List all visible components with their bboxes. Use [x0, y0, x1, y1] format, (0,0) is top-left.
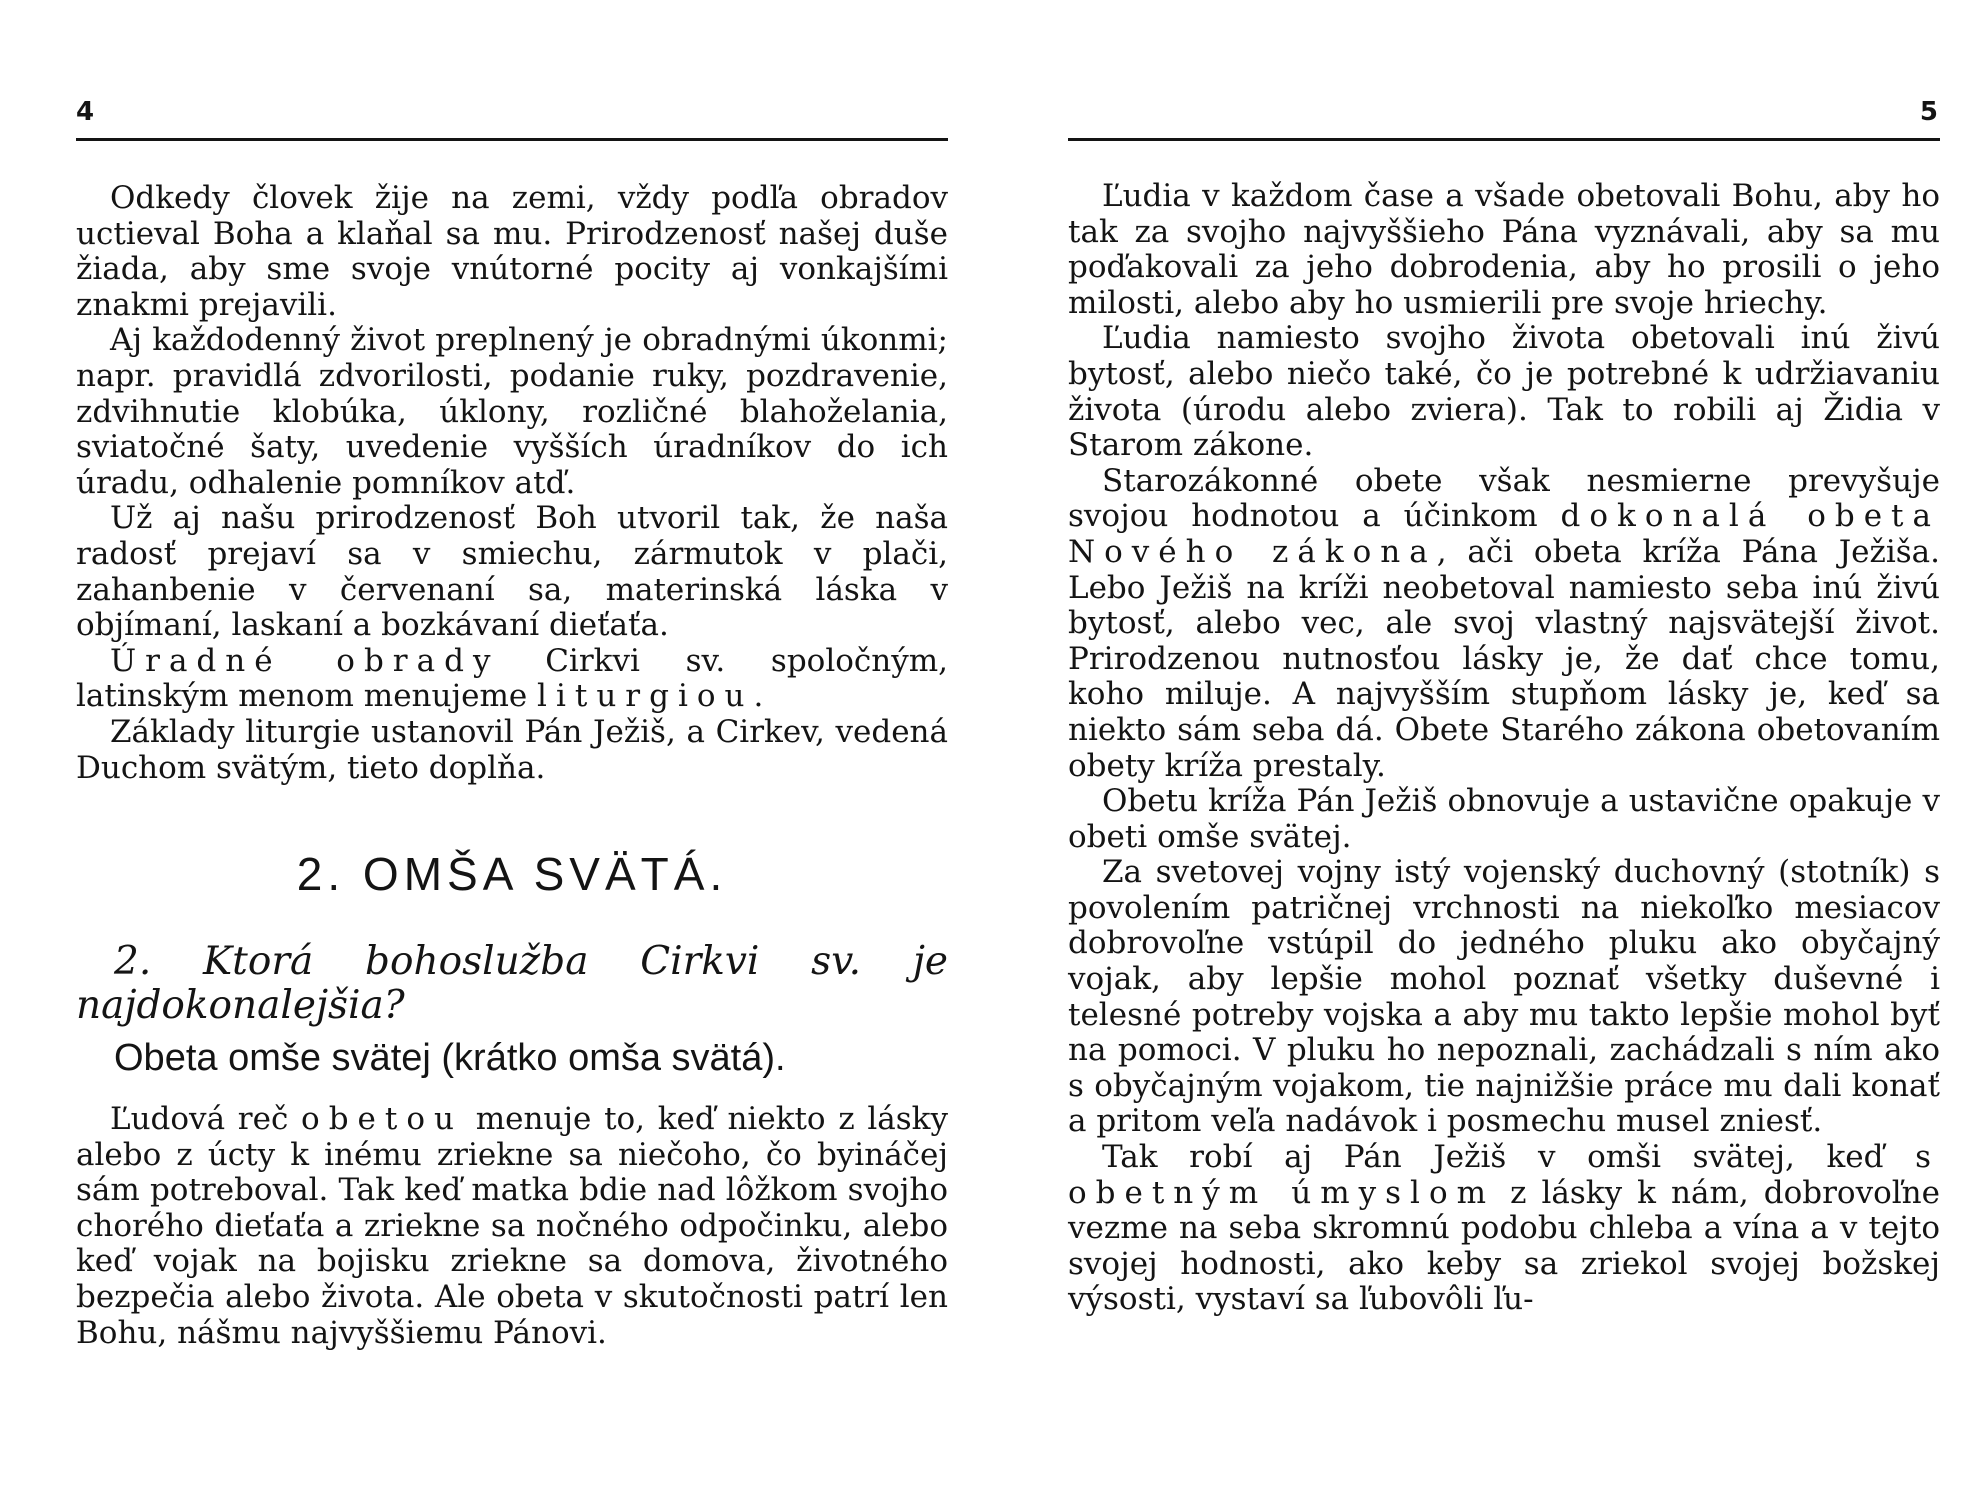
spaced-emphasis: Úradné obrady [110, 642, 500, 679]
text-run: Ľudová reč [110, 1101, 302, 1138]
left-page-header [76, 98, 948, 141]
spaced-emphasis: liturgiou [537, 678, 754, 715]
spaced-emphasis: obetou [301, 1101, 463, 1138]
catechism-answer: Obeta omše svätej (krátko omša svätá). [114, 1037, 786, 1080]
text-run: Cirkvi sv. spoločným, latinským menom menujeme [76, 642, 948, 715]
right-page-body [1068, 179, 1940, 1318]
paragraph: Aj každodenný život preplnený je obradnými úkonmi; napr. pravidlá zdvorilosti, podanie ruky, pozdravenie, zdvihnutie klobúka, úklony, rozličné blahoželania, sviatočné šaty, uvedenie vyšších úradníkov do ich úradu, odhalenie pomníkov atď. [76, 322, 948, 501]
paragraph-liturgy [76, 644, 948, 715]
spaced-emphasis: s obetným úmyslom [1068, 1139, 1940, 1211]
left-page-number: 4 [76, 97, 95, 127]
right-page-number: 5 [1919, 97, 1938, 127]
paragraph: Základy liturgie ustanovil Pán Ježiš, a Cirkev, vedená Duchom svätým, tieto doplňa. [76, 713, 948, 786]
text-run: menuje to, keď niekto z lásky alebo z úcty k inému zriekne sa niečoho, čo byináčej sám potreboval. Tak keď matka bdie nad lôžkom svojho chorého dieťaťa a zriekne sa nočného odpočinku, alebo keď vojak na bojisku zriekne sa domova, životného bezpečia alebo života. Ale obeta v skutočnosti patrí len Bohu, nášmu najvyššiemu Pánovi. [76, 1101, 948, 1351]
right-page-header [1068, 98, 1940, 141]
text-run: Tak robí aj Pán Ježiš v omši svätej, keď [1102, 1139, 1916, 1176]
catechism-question: 2. Ktorá bohoslužba Cirkvi sv. je najdokonalejšia? [76, 939, 948, 1029]
right-page [1068, 98, 1940, 1318]
paragraph: Ľudia namiesto svojho života obetovali inú živú bytosť, alebo niečo také, čo je potrebné k udržiavaniu života (úrodu alebo zviera). Tak to robili aj Židia v Starom zákone. [1068, 320, 1940, 464]
paragraph: Už aj našu prirodzenosť Boh utvoril tak, že naša radosť prejaví sa v smiechu, zármutok v plači, zahanbenie v červenaní sa, materinská láska v objímaní, laskaní a bozkávaní dieťaťa. [76, 500, 948, 644]
paragraph: Obetu kríža Pán Ježiš obnovuje a ustavične opakuje v obeti omše svätej. [1068, 783, 1940, 855]
spaced-emphasis: dokonalá obeta Nového zákona [1068, 498, 1940, 570]
left-page [76, 98, 948, 1351]
text-run: z lásky k nám, dobrovoľne vezme na seba skromnú podobu chleba a vína a v tejto svojej hodnosti, ako keby sa zriekol svojej božskej výsosti, vystaví sa ľubovôli ľu- [1068, 1174, 1940, 1318]
paragraph-sacrifice [76, 1102, 948, 1351]
paragraph-new-covenant [1068, 464, 1940, 784]
text-run: , ači obeta kríža Pána Ježiša. Lebo Ježiš na kríži neobetoval namiesto seba inú živú bytosť, alebo vec, ale svoj vlastný najsvätejší život. Prirodzenou nutnosťou lásky je, že dať chce tomu, koho miluje. A najvyšším stupňom lásky je, keď sa niekto sám seba dá. Obete Starého zákona obetovaním obety kríža prestaly. [1068, 533, 1941, 784]
paragraph: Ľudia v každom čase a všade obetovali Bohu, aby ho tak za svojho najvyššieho Pána vyznávali, aby sa mu poďakovali za jeho dobrodenia, aby ho prosili o jeho milosti, alebo aby ho usmierili pre svoje hriechy. [1068, 178, 1940, 321]
paragraph-intention [1068, 1140, 1940, 1318]
left-page-body [76, 181, 948, 1351]
section-title: 2. OMŠA SVÄTÁ. [296, 848, 728, 901]
text-run: . [753, 678, 764, 715]
paragraph: Za svetovej vojny istý vojenský duchovný (stotník) s povolením patričnej vrchnosti na niekoľko mesiacov dobrovoľne vstúpil do jedného pluku ako obyčajný vojak, aby lepšie mohol poznať všetky duševné i telesné potreby vojska a aby mu takto lepšie mohol byť na pomoci. V pluku ho nepoznali, zachádzali s ním ako s obyčajným vojakom, tie najnižšie práce mu dali konať a pritom veľa nadávok i posmechu musel zniesť. [1068, 854, 1940, 1140]
paragraph: Odkedy človek žije na zemi, vždy podľa obradov uctieval Boha a klaňal sa mu. Prirodzenosť našej duše žiada, aby sme svoje vnútorné pocity aj vonkajšími znakmi prejavili. [76, 180, 948, 323]
text-run: Starozákonné obete však nesmierne prevyšuje svojou hodnotou a účinkom [1068, 462, 1940, 535]
